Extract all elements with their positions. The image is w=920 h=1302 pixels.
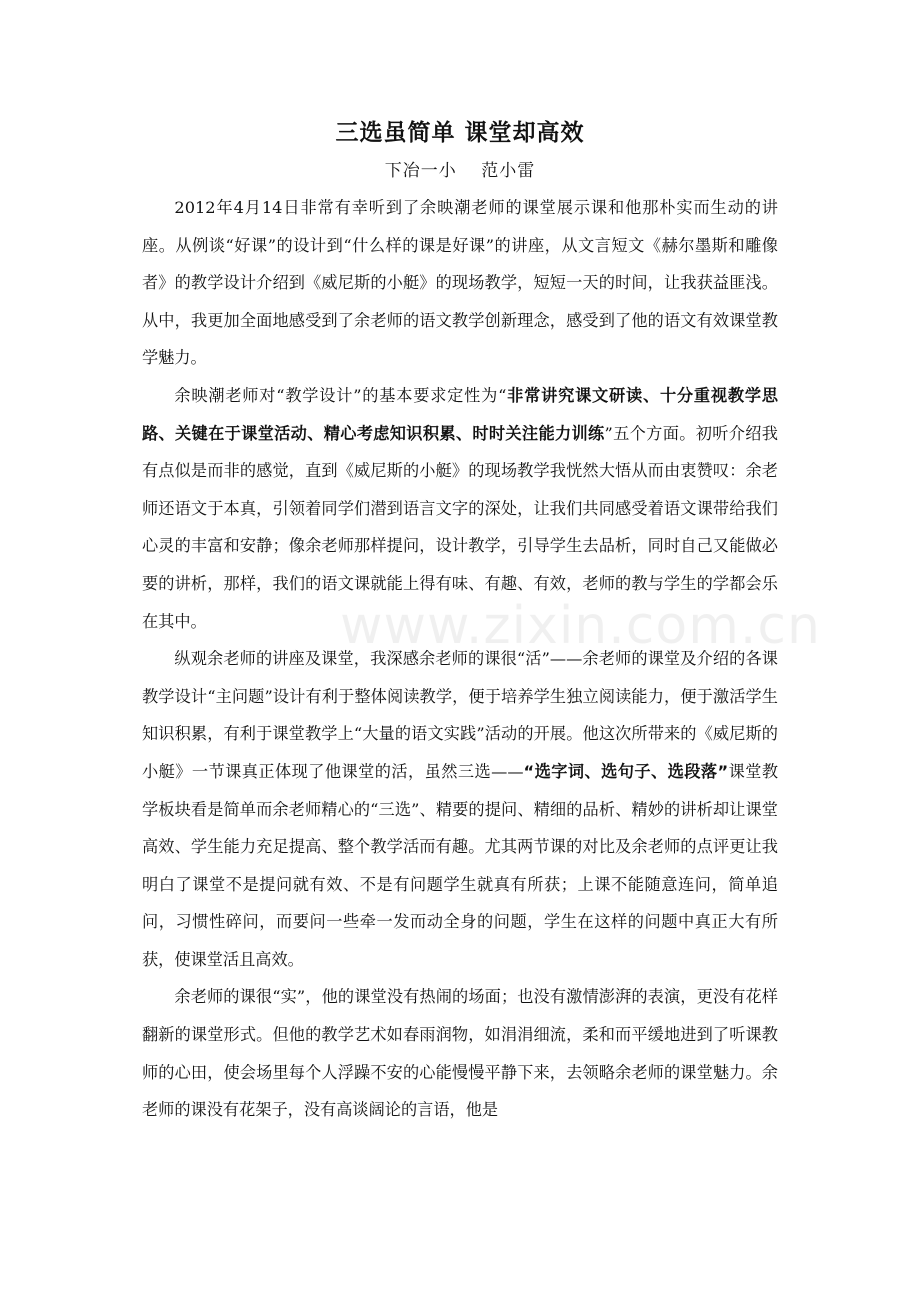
- paragraph-2-text-c: ”五个方面。初听介绍我有点似是而非的感觉，直到《威尼斯的小艇》的现场教学我恍然大悟从而由衷赞叹：余老师还语文于本真，引领着同学们潜到语言文字的深处，让我们共同感受着语文课带给我们心灵的丰富和安静；像余老师那样提问，设计教学，引导学生去品析，同时自己又能做必要的讲析，那样，我们的语文课就能上得有味、有趣、有效，老师的教与学生的学都会乐在其中。: [142, 423, 778, 631]
- article-body: [142, 189, 778, 1129]
- paragraph-2-text-a: 余映潮老师对“教学设计”的基本要求定性为“: [174, 385, 507, 405]
- paragraph-2: [142, 377, 778, 640]
- paragraph-3-text-c: 课堂教学板块看是简单而余老师精心的“三选”、精要的提问、精细的品析、精妙的讲析却让课堂高效、学生能力充足提高、整个教学活而有趣。尤其两节课的对比及余老师的点评更让我明白了课堂不是提问就有效、不是有问题学生就真有所获；上课不能随意连问，简单追问，习惯性碎问，而要问一些牵一发而动全身的问题，学生在这样的问题中真正大有所获，使课堂活且高效。: [142, 761, 779, 969]
- paragraph-1-text: 2012年4月14日非常有幸听到了余映潮老师的课堂展示课和他那朴实而生动的讲座。从例谈“好课”的设计到“什么样的课是好课”的讲座，从文言短文《赫尔墨斯和雕像者》的教学设计介绍到《威尼斯的小艇》的现场教学，短短一天的时间，让我获益匪浅。从中，我更加全面地感受到了余老师的语文教学创新理念，感受到了他的语文有效课堂教学魅力。: [142, 198, 778, 368]
- watermark: www.zixin.com.cn: [340, 596, 821, 656]
- paragraph-3-text-a: 纵观余老师的讲座及课堂，我深感余老师的课很“活”——余老师的课堂及介绍的各课教学设计“主问题”设计有利于整体阅读教学，便于培养学生独立阅读能力，便于激活学生知识积累，有利于课堂教学上“大量的语文实践”活动的开展。他这次所带来的《威尼斯的小艇》一节课真正体现了他课堂的活，虽然三选——: [142, 649, 778, 781]
- author-line: 下冶一小 范小雷: [384, 161, 536, 181]
- paragraph-2-bold-text: 非常讲究课文研读、十分重视教学思路、关键在于课堂活动、精心考虑知识积累、时时关注能力训练: [142, 385, 778, 443]
- page-title: 三选虽简单 课堂却高效: [335, 120, 585, 146]
- paragraph-3: [142, 640, 778, 978]
- paragraph-1: [142, 189, 778, 377]
- paragraph-4: [142, 978, 778, 1128]
- paragraph-3-bold-text: “选字词、选句子、选段落”: [523, 761, 729, 781]
- paragraph-4-text: 余老师的课很“实”，他的课堂没有热闹的场面；也没有激情澎湃的表演，更没有花样翻新的课堂形式。但他的教学艺术如春雨润物，如涓涓细流，柔和而平缓地进到了听课教师的心田，使会场里每个人浮躁不安的心能慢慢平静下来，去领略余老师的课堂魅力。余老师的课没有花架子，没有高谈阔论的言语，他是: [142, 987, 778, 1120]
